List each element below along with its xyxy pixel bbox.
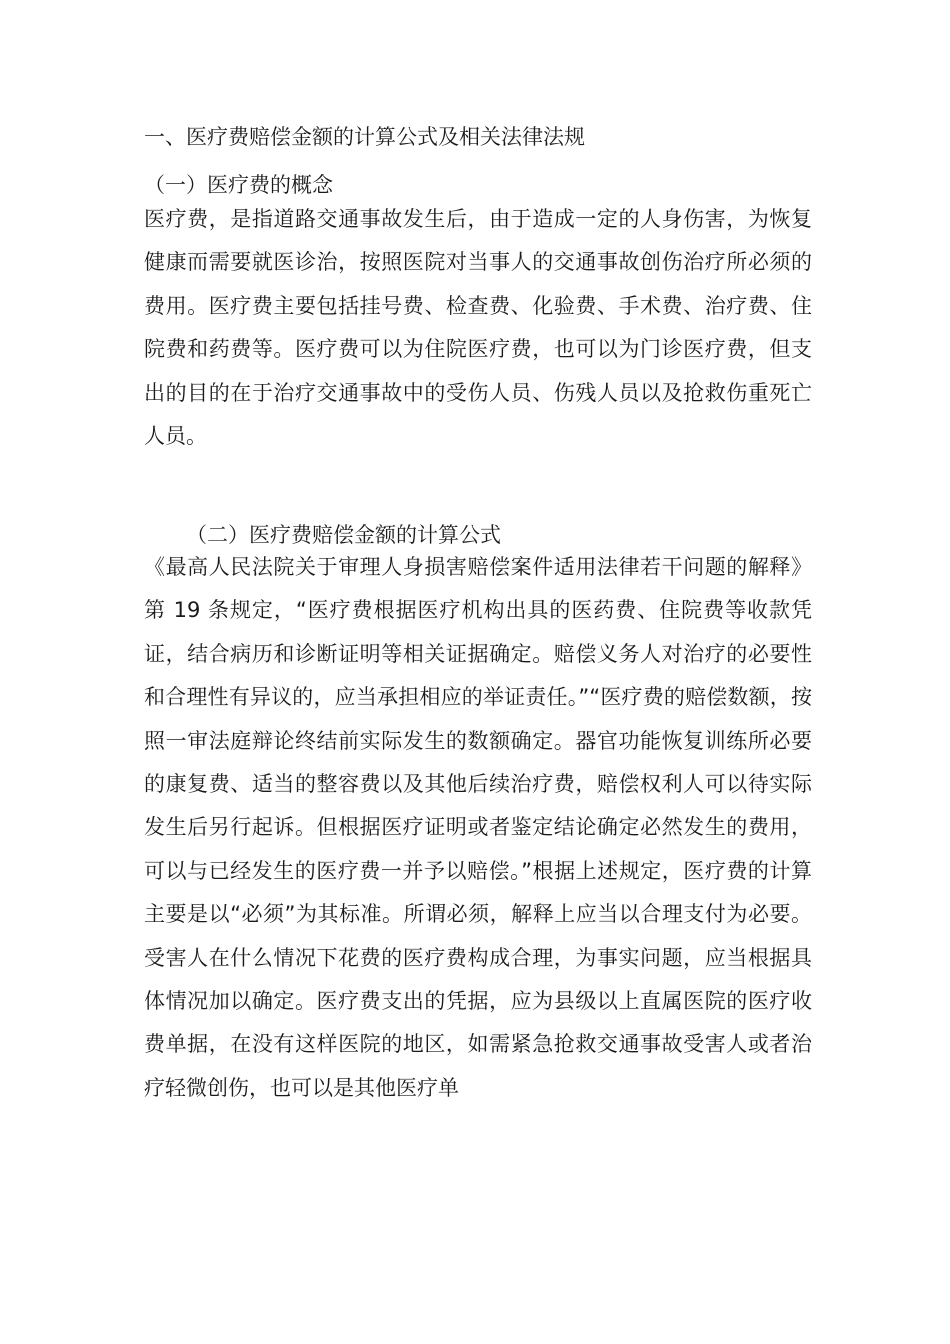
subsection-heading-formula: （二）医疗费赔偿金额的计算公式 [186,523,501,547]
paragraph-formula: 《最高人民法院关于审理人身损害赔偿案件适用法律若干问题的解释》第 19 条规定，“医疗费根据医疗机构出具的医药费、住院费等收款凭证，结合病历和诊断证明等相关证据确定。赔偿义务人对治疗的必要性和合理性有异议的，应当承担相应的举证责任。”“医疗费的赔偿数额，按照一审法庭辩论终结前实际发生的数额确定。器官功能恢复训练所必要的康复费、适当的整容费以及其他后续治疗费，赔偿权利人可以待实际发生后另行起诉。但根据医疗证明或者鉴定结论确定必然发生的费用，可以与已经发生的医疗费一并予以赔偿。”根据上述规定，医疗费的计算主要是以“必须”为其标准。所谓必须，解释上应当以合理支付为必要。受害人在什么情况下花费的医疗费构成合理，为事实问题，应当根据具体情况加以确定。医疗费支出的凭据，应为县级以上直属医院的医疗收费单据，在没有这样医院的地区，如需紧急抢救交通事故受害人或者治疗轻微创伤，也可以是其他医疗单 [144,555,812,1100]
section-heading: 一、医疗费赔偿金额的计算公式及相关法律法规 [144,125,585,149]
paragraph-concept: 医疗费，是指道路交通事故发生后，由于造成一定的人身伤害，为恢复健康而需要就医诊治，按照医院对当事人的交通事故创伤治疗所必须的费用。医疗费主要包括挂号费、检查费、化验费、手术费、治疗费、住院费和药费等。医疗费可以为住院医疗费，也可以为门诊医疗费，但支出的目的在于治疗交通事故中的受伤人员、伤残人员以及抢救伤重死亡人员。 [144,207,812,449]
subsection-heading-concept: （一）医疗费的概念 [144,173,333,197]
